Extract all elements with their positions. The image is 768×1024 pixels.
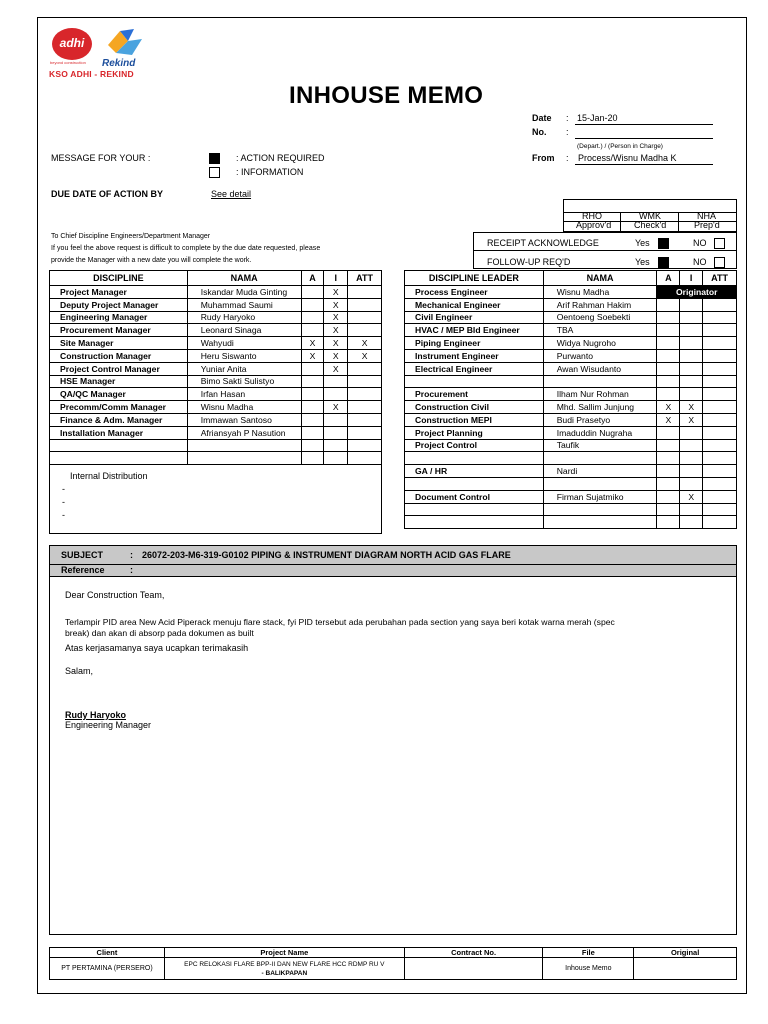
left-table-att	[348, 401, 382, 414]
right-table-a	[657, 439, 680, 452]
action-required-label: : ACTION REQUIRED	[236, 153, 325, 163]
reference-bar	[49, 565, 737, 577]
closing: Salam,	[65, 666, 94, 676]
kso-label: KSO ADHI - REKIND	[49, 69, 134, 79]
right-table-nama: Mhd. Sallim Junjung	[543, 401, 657, 414]
left-table-i: X	[324, 324, 348, 337]
left-table-a	[301, 439, 324, 452]
right-table-discipline: GA / HR	[405, 465, 544, 478]
from-label: From	[532, 153, 555, 163]
right-table-row	[405, 413, 737, 426]
right-table-a	[657, 337, 680, 350]
left-table-discipline: HSE Manager	[50, 375, 188, 388]
left-table-discipline	[50, 439, 188, 452]
right-table-att	[703, 375, 737, 388]
left-table-a	[301, 401, 324, 414]
left-table-a	[301, 388, 324, 401]
internal-dash-3: -	[62, 510, 65, 520]
footer-header-client: Client	[50, 948, 165, 958]
left-table-a	[301, 375, 324, 388]
right-table-att	[703, 452, 737, 465]
left-distribution-table	[49, 270, 382, 465]
left-table-i: X	[324, 349, 348, 362]
left-header-discipline: DISCIPLINE	[50, 271, 188, 286]
right-table-nama: Awan Wisudanto	[543, 362, 657, 375]
left-table-row	[50, 388, 382, 401]
left-table-a	[301, 286, 324, 299]
left-table-a	[301, 311, 324, 324]
right-table-discipline: Instrument Engineer	[405, 349, 544, 362]
left-table-i	[324, 452, 348, 465]
action-required-checkbox[interactable]	[209, 153, 220, 164]
no-line	[575, 138, 713, 139]
left-header-nama: NAMA	[187, 271, 301, 286]
right-table-row	[405, 477, 737, 490]
left-table-att	[348, 426, 382, 439]
left-table-discipline: Engineering Manager	[50, 311, 188, 324]
left-table-i: X	[324, 401, 348, 414]
right-table-a	[657, 311, 680, 324]
left-table-discipline: Site Manager	[50, 337, 188, 350]
checker-name: WMK	[639, 211, 661, 221]
left-table-nama: Yuniar Anita	[187, 362, 301, 375]
footer-project-line-2: - BALIKPAPAN	[261, 969, 308, 977]
right-table-nama: Budi Prasetyo	[543, 413, 657, 426]
right-table-i	[680, 452, 703, 465]
right-table-att	[703, 401, 737, 414]
right-table-discipline	[405, 477, 544, 490]
information-checkbox[interactable]	[209, 167, 220, 178]
rekind-logo-icon	[102, 27, 148, 61]
right-table-i: X	[680, 401, 703, 414]
left-table-att	[348, 452, 382, 465]
left-table-row	[50, 401, 382, 414]
right-table-nama	[543, 477, 657, 490]
memo-body	[49, 577, 737, 935]
receipt-yes-checkbox[interactable]	[658, 238, 669, 249]
right-table-i	[680, 388, 703, 401]
left-table-i: X	[324, 311, 348, 324]
adhi-logo: adhi	[52, 28, 92, 60]
footer-client: PT PERTAMINA (PERSERO)	[50, 958, 165, 980]
left-table-discipline: Deputy Project Manager	[50, 298, 188, 311]
left-table-discipline: Installation Manager	[50, 426, 188, 439]
left-table-nama: Muhammad Saumi	[187, 298, 301, 311]
footer-header-file: File	[543, 948, 634, 958]
footer-original	[634, 958, 737, 980]
right-table-a	[657, 298, 680, 311]
preparer-role: Prep'd	[694, 220, 720, 230]
approver-name: RHO	[582, 211, 602, 221]
receipt-acknowledge-label: RECEIPT ACKNOWLEDGE	[487, 238, 599, 248]
left-table-att	[348, 413, 382, 426]
right-table-att	[703, 362, 737, 375]
footer-project-line-1: EPC RELOKASI FLARE BPP-II DAN NEW FLARE HCC RDMP RU V	[184, 960, 385, 968]
left-table-att	[348, 388, 382, 401]
greeting: Dear Construction Team,	[65, 590, 165, 600]
left-table-a	[301, 426, 324, 439]
left-table-row	[50, 298, 382, 311]
left-table-i: X	[324, 362, 348, 375]
reference-label: Reference	[61, 565, 105, 575]
left-table-row	[50, 413, 382, 426]
due-date-label: DUE DATE OF ACTION BY	[51, 189, 163, 199]
right-table-i	[680, 337, 703, 350]
left-table-a	[301, 298, 324, 311]
no-label: No.	[532, 127, 547, 137]
left-table-row	[50, 324, 382, 337]
right-table-i	[680, 465, 703, 478]
left-table-i	[324, 413, 348, 426]
date-value: 15-Jan-20	[577, 113, 618, 123]
right-table-att	[703, 477, 737, 490]
right-table-discipline: Project Control	[405, 439, 544, 452]
left-table-i: X	[324, 286, 348, 299]
right-table-a	[657, 465, 680, 478]
right-table-discipline	[405, 452, 544, 465]
followup-no-checkbox[interactable]	[714, 257, 725, 268]
right-table-a	[657, 477, 680, 490]
right-table-nama: Widya Nugroho	[543, 337, 657, 350]
right-table-i: X	[680, 413, 703, 426]
right-table-discipline: Civil Engineer	[405, 311, 544, 324]
preparer-name: NHA	[697, 211, 717, 221]
right-table-a	[657, 490, 680, 503]
paragraph-2: Atas kerjasamanya saya ucapkan terimakasih	[65, 643, 249, 653]
notice-line-3: provide the Manager with a new date you will complete the work.	[51, 257, 252, 264]
left-table-discipline	[50, 452, 188, 465]
message-label: MESSAGE FOR YOUR :	[51, 153, 151, 163]
right-table-nama: Arif Rahman Hakim	[543, 298, 657, 311]
internal-dash-2: -	[62, 497, 65, 507]
right-header-nama: NAMA	[543, 271, 657, 286]
right-table-nama: TBA	[543, 324, 657, 337]
left-table-row	[50, 286, 382, 299]
acknowledge-box	[473, 232, 737, 269]
rekind-wordmark: Rekind	[102, 58, 136, 69]
right-table-att	[703, 311, 737, 324]
left-table-row	[50, 337, 382, 350]
right-table-row	[405, 298, 737, 311]
left-table-nama: Rudy Haryoko	[187, 311, 301, 324]
information-label: : INFORMATION	[236, 167, 304, 177]
from-colon: :	[566, 153, 569, 163]
right-table-att	[703, 439, 737, 452]
followup-no-label: NO	[693, 257, 707, 267]
left-table-i: X	[324, 337, 348, 350]
footer-file: Inhouse Memo	[543, 958, 634, 980]
right-table-discipline: Project Planning	[405, 426, 544, 439]
left-table-discipline: Precomm/Comm Manager	[50, 401, 188, 414]
right-table-row	[405, 426, 737, 439]
from-line	[575, 164, 713, 165]
internal-dash-1: -	[62, 484, 65, 494]
left-table-discipline: QA/QC Manager	[50, 388, 188, 401]
approver-role: Approv'd	[576, 220, 612, 230]
signer-name: Rudy Haryoko	[65, 710, 127, 720]
left-table-nama: Heru Siswanto	[187, 349, 301, 362]
right-table-att	[703, 349, 737, 362]
left-header-i: I	[324, 271, 348, 286]
right-table-nama: Firman Sujatmiko	[543, 490, 657, 503]
right-table-i	[680, 503, 703, 516]
right-table-att	[703, 465, 737, 478]
left-table-a	[301, 413, 324, 426]
left-table-a	[301, 362, 324, 375]
right-table-row	[405, 362, 737, 375]
right-table-att	[703, 426, 737, 439]
left-table-nama: Immawan Santoso	[187, 413, 301, 426]
left-table-row	[50, 452, 382, 465]
left-table-i	[324, 426, 348, 439]
left-table-att	[348, 439, 382, 452]
left-table-nama	[187, 452, 301, 465]
no-colon: :	[566, 127, 569, 137]
right-table-i	[680, 516, 703, 529]
right-table-nama	[543, 516, 657, 529]
right-table-row	[405, 349, 737, 362]
right-table-att	[703, 516, 737, 529]
right-table-row	[405, 324, 737, 337]
right-table-att	[703, 324, 737, 337]
receipt-no-checkbox[interactable]	[714, 238, 725, 249]
right-table-nama	[543, 452, 657, 465]
right-table-att	[703, 298, 737, 311]
left-table-a	[301, 324, 324, 337]
right-table-a	[657, 452, 680, 465]
right-table-discipline: Mechanical Engineer	[405, 298, 544, 311]
left-table-i	[324, 388, 348, 401]
right-header-discipline: DISCIPLINE LEADER	[405, 271, 544, 286]
right-table-discipline	[405, 375, 544, 388]
right-table-att	[703, 337, 737, 350]
right-table-discipline: Construction Civil	[405, 401, 544, 414]
right-table-row	[405, 337, 737, 350]
left-table-row	[50, 439, 382, 452]
footer-contract	[404, 958, 543, 980]
left-table-i	[324, 375, 348, 388]
left-table-nama: Wisnu Madha	[187, 401, 301, 414]
left-table-row	[50, 375, 382, 388]
right-table-a: X	[657, 401, 680, 414]
right-table-i	[680, 426, 703, 439]
right-table-att	[703, 490, 737, 503]
left-table-att	[348, 298, 382, 311]
from-value: Process/Wisnu Madha K	[578, 153, 677, 163]
signer-title: Engineering Manager	[65, 720, 152, 730]
followup-yes-checkbox[interactable]	[658, 257, 669, 268]
right-table-discipline: Piping Engineer	[405, 337, 544, 350]
left-table-nama: Leonard Sinaga	[187, 324, 301, 337]
right-table-row	[405, 439, 737, 452]
paragraph-1a: Terlampir PID area New Acid Piperack menuju flare stack, fyi PID tersebut ada perubahan pada section yang saya beri kotak warna merah (spec	[65, 617, 615, 627]
right-table-nama: Taufik	[543, 439, 657, 452]
receipt-no-label: NO	[693, 238, 707, 248]
left-table-a: X	[301, 337, 324, 350]
right-table-row	[405, 490, 737, 503]
right-table-i	[680, 439, 703, 452]
due-date-value: See detail	[211, 189, 252, 199]
left-table-att	[348, 286, 382, 299]
right-table-nama: Imaduddin Nugraha	[543, 426, 657, 439]
date-line	[575, 124, 713, 125]
adhi-tagline: beyond construction	[50, 60, 86, 65]
subject-value: 26072-203-M6-319-G0102 PIPING & INSTRUMENT DIAGRAM NORTH ACID GAS FLARE	[142, 550, 511, 560]
right-table-a	[657, 324, 680, 337]
left-table-i	[324, 439, 348, 452]
left-table-nama: Wahyudi	[187, 337, 301, 350]
left-table-a: X	[301, 349, 324, 362]
reference-colon: :	[130, 565, 133, 575]
left-table-att	[348, 311, 382, 324]
right-table-row	[405, 286, 737, 299]
left-table-att: X	[348, 349, 382, 362]
footer-project	[164, 958, 404, 980]
left-table-row	[50, 362, 382, 375]
right-table-discipline: Construction MEPI	[405, 413, 544, 426]
right-table-a	[657, 503, 680, 516]
left-table-row	[50, 349, 382, 362]
right-table-row	[405, 375, 737, 388]
notice-line-1: To Chief Discipline Engineers/Department Manager	[51, 233, 211, 240]
footer-header-original: Original	[634, 948, 737, 958]
right-table-a	[657, 426, 680, 439]
right-table-discipline	[405, 516, 544, 529]
right-distribution-table	[404, 270, 737, 529]
right-table-discipline: Document Control	[405, 490, 544, 503]
right-table-att	[703, 388, 737, 401]
right-table-row	[405, 465, 737, 478]
right-table-att	[703, 503, 737, 516]
right-table-i	[680, 375, 703, 388]
right-table-nama: Oentoeng Soebekti	[543, 311, 657, 324]
right-header-a: A	[657, 271, 680, 286]
left-table-discipline: Project Control Manager	[50, 362, 188, 375]
left-table-att	[348, 375, 382, 388]
dept-note: (Depart.) / (Person in Charge)	[577, 143, 663, 150]
originator-badge: Originator	[657, 286, 737, 299]
subject-bar	[49, 545, 737, 565]
left-table-discipline: Procurement Manager	[50, 324, 188, 337]
right-table-a	[657, 349, 680, 362]
approval-box	[563, 199, 737, 232]
right-table-discipline: HVAC / MEP Bld Engineer	[405, 324, 544, 337]
left-header-att: ATT	[348, 271, 382, 286]
left-table-att: X	[348, 337, 382, 350]
right-table-row	[405, 516, 737, 529]
right-table-i: X	[680, 490, 703, 503]
notice-line-2: If you feel the above request is difficult to complete by the due date requested, please	[51, 245, 321, 252]
date-label: Date	[532, 113, 552, 123]
right-table-a	[657, 375, 680, 388]
right-header-att: ATT	[703, 271, 737, 286]
left-table-nama: Iskandar Muda Ginting	[187, 286, 301, 299]
left-table-row	[50, 311, 382, 324]
right-table-nama	[543, 503, 657, 516]
memo-page	[37, 17, 747, 994]
left-table-nama	[187, 439, 301, 452]
footer-header-contract: Contract No.	[404, 948, 543, 958]
right-table-nama	[543, 375, 657, 388]
right-table-row	[405, 401, 737, 414]
left-table-nama: Irfan Hasan	[187, 388, 301, 401]
right-table-i	[680, 362, 703, 375]
right-table-nama: Purwanto	[543, 349, 657, 362]
right-table-row	[405, 452, 737, 465]
footer-table	[49, 947, 737, 980]
followup-yes-label: Yes	[635, 257, 650, 267]
right-header-i: I	[680, 271, 703, 286]
date-colon: :	[566, 113, 569, 123]
follow-up-label: FOLLOW-UP REQ'D	[487, 257, 571, 267]
left-table-att	[348, 362, 382, 375]
left-table-nama: Afriansyah P Nasution	[187, 426, 301, 439]
right-table-row	[405, 388, 737, 401]
checker-role: Check'd	[634, 220, 667, 230]
subject-colon: :	[130, 550, 133, 560]
right-table-discipline: Procurement	[405, 388, 544, 401]
left-table-nama: Bimo Sakti Sulistyo	[187, 375, 301, 388]
paragraph-1b: break) dan akan di absorp pada dokumen as built	[65, 628, 254, 638]
left-table-discipline: Construction Manager	[50, 349, 188, 362]
footer-header-project: Project Name	[164, 948, 404, 958]
left-table-a	[301, 452, 324, 465]
right-table-row	[405, 311, 737, 324]
receipt-yes-label: Yes	[635, 238, 650, 248]
right-table-i	[680, 298, 703, 311]
right-table-i	[680, 311, 703, 324]
right-table-i	[680, 324, 703, 337]
right-table-nama: Nardi	[543, 465, 657, 478]
right-table-a	[657, 516, 680, 529]
right-table-a	[657, 388, 680, 401]
right-table-att	[703, 413, 737, 426]
right-table-a: X	[657, 413, 680, 426]
left-table-att	[348, 324, 382, 337]
subject-label: SUBJECT	[61, 550, 104, 560]
left-table-i: X	[324, 298, 348, 311]
right-table-i	[680, 349, 703, 362]
left-table-discipline: Project Manager	[50, 286, 188, 299]
right-table-row	[405, 503, 737, 516]
internal-distribution-label: Internal Distribution	[70, 471, 148, 481]
left-table-discipline: Finance & Adm. Manager	[50, 413, 188, 426]
right-table-i	[680, 477, 703, 490]
left-header-a: A	[301, 271, 324, 286]
right-table-discipline	[405, 503, 544, 516]
right-table-discipline: Electrical Engineer	[405, 362, 544, 375]
left-table-row	[50, 426, 382, 439]
right-table-nama: Wisnu Madha	[543, 286, 657, 299]
right-table-a	[657, 362, 680, 375]
right-table-discipline: Process Engineer	[405, 286, 544, 299]
memo-title: INHOUSE MEMO	[289, 82, 484, 109]
right-table-nama: Ilham Nur Rohman	[543, 388, 657, 401]
